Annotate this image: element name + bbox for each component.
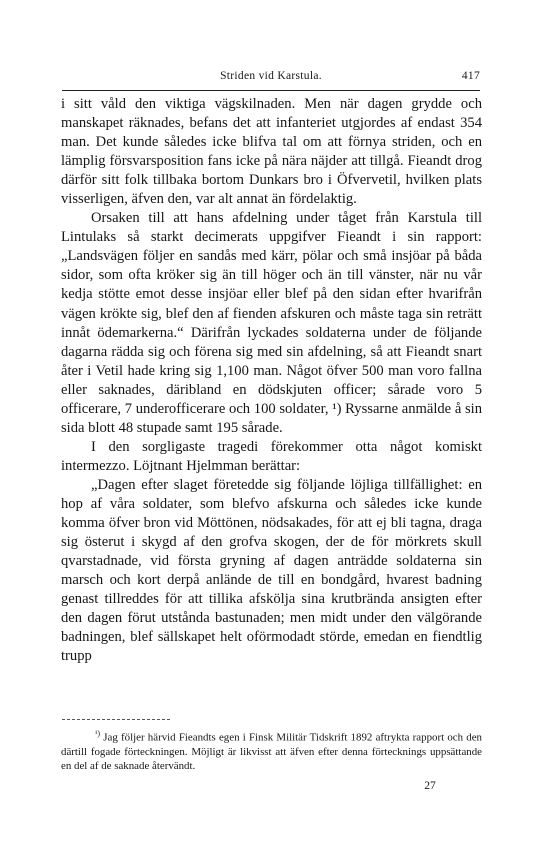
paragraph-1: i sitt våld den viktiga vägskilnaden. Men när dagen grydde och manskapet räknades, befans det att infanteriet utgjordes af endast 354 man. Det kunde således icke blifva tal om att förnya striden, och en lämplig försvarsposition fans icke på nära näjder att tillgå. Fieandt drog därför sitt folk tillbaka bortom Dunkars bro i Öfvervetil, hvilken plats visserligen, äfven den, var alt annat än fördelaktig. — [61, 96, 482, 208]
page-number: 417 — [461, 70, 480, 82]
paragraph-3: I den sorgligaste tragedi förekommer otta något komiskt intermezzo. Löjtnant Hjelmman berättar: — [61, 438, 482, 474]
footnote-rule — [62, 719, 170, 720]
header-rule — [62, 90, 480, 91]
footnote-marker: ¹) — [95, 729, 101, 738]
signature-mark: 27 — [424, 780, 436, 792]
footnote-text: Jag följer härvid Fieandts egen i Finsk Militär Tidskrift 1892 aftrykta rapport och den därtill fogade förteckningen. Möjligt är likvisst att äfven efter denna förtecknings uppsättande en del af de saknade återvändt. — [61, 731, 482, 772]
running-header — [62, 70, 480, 88]
paragraph-2: Orsaken till att hans afdelning under tåget från Karstula till Lintulaks så starkt decimerats uppgifver Fieandt i sin rapport: „Landsvägen följer en sandås med kärr, pölar och små insjöar på båda sidor, som ofta kröker sig än till höger och än till vänster, när nu vår kedja stötte emot desse insjöar eller blef på den sidan efter hvarifrån vägen krökte sig, blef den af fienden afskuren och måste taga sin reträtt innåt ödemarkerna.“ Därifrån lyckades soldaterna under de följande dagarna rädda sig och förena sig med sin afdelning, så att Fieandt snart åter i Vetil hade kring sig 1,100 man. Något öfver 500 man voro fallna eller saknades, däribland en dödskjuten officer; sårade voro 5 officerare, 7 underofficerare och 100 soldater, ¹) Ryssarne anmälde å sin sida blott 48 stupade samt 195 sårade. — [61, 210, 482, 436]
footnote — [61, 727, 482, 773]
running-title: Striden vid Karstula. — [220, 70, 322, 82]
body-text — [61, 95, 482, 666]
paragraph-4: „Dagen efter slaget företedde sig följande löjliga tillfällighet: en hop af våra soldater, som blefvo afskurna och således icke kunde komma öfver bron vid Möttönen, nödsakades, för att ej bli tagna, draga sig österut i skygd af den grofva skogen, der de för mörkrets skull qvarstadnade, vid första gryning af dagen anträdde soldaterna sin marsch och kort derpå anlände de till en bondgård, hvarest badning genast tillreddes för att tillika afskölja sina krutbrända ansigten efter den dagen förut utstånda bastunaden; men midt under den välgörande badningen, blef sällskapet helt oförmodadt störde, emedan en fiendtlig trupp — [61, 476, 482, 665]
